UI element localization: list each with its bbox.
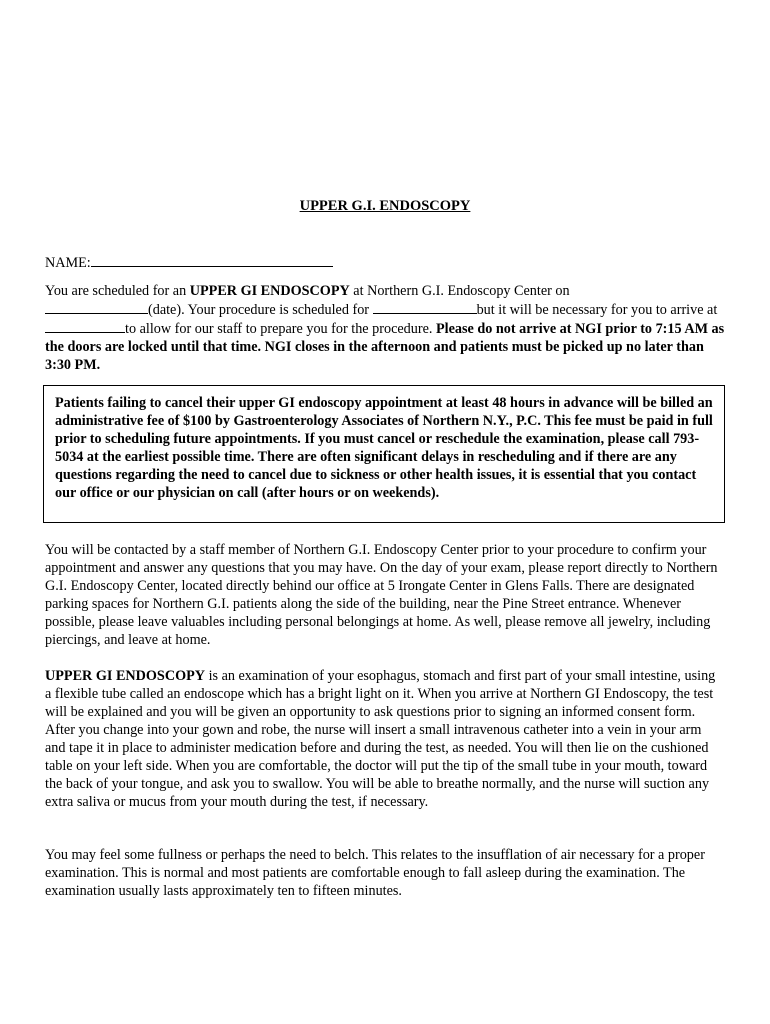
aftereffects-paragraph: You may feel some fullness or perhaps the need to belch. This relates to the insufflation of air necessary for a proper examination. This is normal and most patients are comfortable enough to fall asleep during the examination. The examination usually lasts approximately ten to fifteen minutes.: [45, 847, 705, 899]
contact-paragraph: You will be contacted by a staff member of Northern G.I. Endoscopy Center prior to your procedure to confirm your appointment and answer any questions that you may have. On the day of your exam, please report directly to Northern G.I. Endoscopy Center, located directly behind our office at 5 Irongate Center in Glens Falls. There are designated parking spaces for Northern G.I. patients along the side of the building, near the Pine Street entrance. Whenever possible, please leave valuables including personal belongings at home. As well, please remove all jewelry, including piercings, and leave at home.: [45, 542, 718, 648]
cancellation-notice-text: Patients failing to cancel their upper GI endoscopy appointment at least 48 hours in advance will be billed an administrative fee of $100 by Gastroenterology Associates of Northern N.Y., P.C. This fee must be paid in full prior to scheduling future appointments. If you must cancel or reschedule the examination, please call 793-5034 at the earliest possible time. There are often significant delays in rescheduling and if there are any questions regarding the need to cancel due to sickness or other health issues, it is essential that you contact our office or our physician on call (after hours or on weekends).: [55, 395, 713, 501]
schedule-procedure-name: UPPER GI ENDOSCOPY: [189, 283, 350, 299]
name-blank[interactable]: [91, 253, 333, 267]
name-field-line: [45, 253, 333, 272]
schedule-text-4: but it will be necessary for you to arrive at: [476, 302, 718, 318]
procedure-description-lead: UPPER GI ENDOSCOPY: [45, 668, 206, 684]
schedule-text-3: (date). Your procedure is scheduled for: [148, 302, 373, 318]
schedule-text-1: You are scheduled for an: [45, 283, 190, 299]
document-title: UPPER G.I. ENDOSCOPY: [299, 198, 471, 214]
name-label: NAME:: [45, 255, 91, 271]
cancellation-notice-box: [43, 385, 725, 523]
procedure-description-body: is an examination of your esophagus, stomach and first part of your small intestine, using a flexible tube called an endoscope which has a bright light on it. When you arrive at Northern GI Endoscopy, the test will be explained and you will be given an opportunity to ask questions prior to signing an informed consent form. After you change into your gown and robe, the nurse will insert a small intravenous catheter into a vein in your arm and tape it in place to administer medication before and during the test, as needed. You will then lie on the cushioned table on your left side. When you are comfortable, the doctor will put the tip of the small tube in your mouth, toward the back of your tongue, and ask you to swallow. You will be able to breathe normally, and the nurse will suction any extra saliva or mucus from your mouth during the test, if necessary.: [45, 668, 716, 810]
procedure-description-paragraph: [45, 667, 725, 811]
schedule-text-2: at Northern G.I. Endoscopy Center on: [349, 283, 570, 299]
time-blank[interactable]: [373, 300, 477, 314]
arrival-warning: Please do not arrive at NGI prior to 7:15 AM as the doors are locked until that time. NGI closes in the afternoon and patients must be picked up no later than 3:30 PM.: [45, 321, 725, 373]
date-blank[interactable]: [45, 300, 148, 314]
schedule-paragraph: [45, 282, 725, 374]
arrival-blank[interactable]: [45, 319, 125, 333]
schedule-text-5: to allow for our staff to prepare you for the procedure.: [125, 321, 436, 337]
